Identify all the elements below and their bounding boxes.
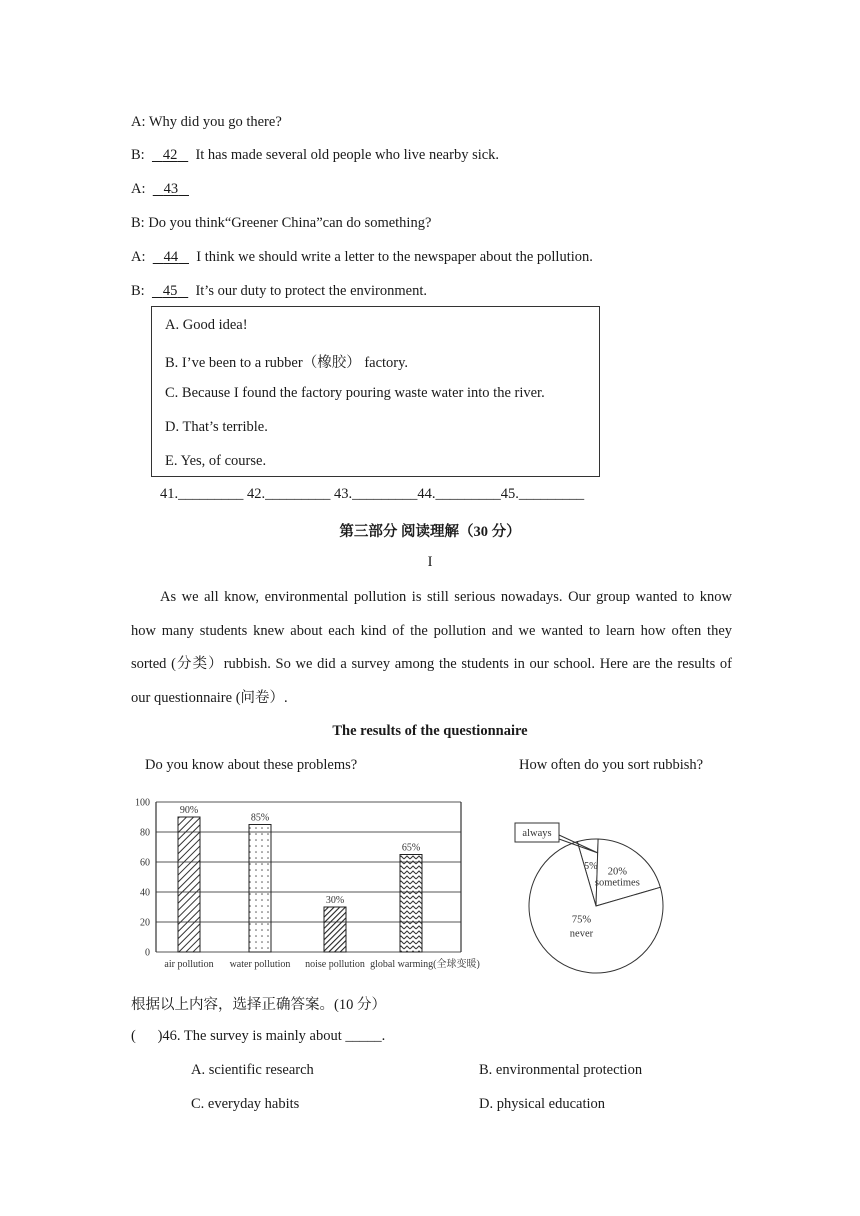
dialogue-line-6: B: 45 It’s our duty to protect the environment. bbox=[131, 283, 427, 299]
y-tick-label: 60 bbox=[140, 857, 150, 869]
x-tick-label: global warming(全球变暖) bbox=[370, 959, 480, 970]
dialogue-line-3: A: 43 bbox=[131, 181, 189, 198]
dialogue-line-5: A: 44 I think we should write a letter to the newspaper about the pollution. bbox=[131, 249, 593, 265]
bar-chart-title: Do you know about these problems? bbox=[145, 757, 358, 773]
bar-value-label: 85% bbox=[250, 812, 270, 824]
passage-number: I bbox=[427, 554, 433, 570]
dialogue-text: It has made several old people who live nearby sick. bbox=[195, 147, 500, 163]
dialogue-text: I think we should write a letter to the newspaper about the pollution. bbox=[196, 249, 593, 265]
pie-chart bbox=[510, 810, 690, 1000]
answer-row[interactable]: 41._________ 42._________ 43._________44._________45._________ bbox=[160, 486, 585, 502]
answer-paren[interactable]: ( ) bbox=[131, 1028, 163, 1044]
choice-a[interactable]: A. scientific research bbox=[191, 1062, 314, 1078]
bar bbox=[249, 825, 271, 953]
y-tick-label: 100 bbox=[135, 797, 150, 809]
x-tick-label: noise pollution bbox=[305, 959, 365, 970]
x-tick-label: air pollution bbox=[164, 959, 214, 970]
bar-chart bbox=[128, 790, 488, 980]
y-tick-label: 20 bbox=[140, 917, 150, 929]
question-stem: 46. The survey is mainly about _____. bbox=[162, 1028, 386, 1044]
option-a: A. Good idea! bbox=[165, 317, 248, 333]
pie-value-label: 5% bbox=[584, 860, 598, 872]
dialogue-text: It’s our duty to protect the environment. bbox=[195, 283, 427, 299]
pie-value-label: 20% bbox=[607, 866, 627, 878]
dialogue-line-1: A: Why did you go there? bbox=[131, 114, 282, 130]
bar bbox=[324, 907, 346, 952]
answer-blank-43[interactable]: 43 bbox=[163, 181, 179, 197]
dialogue-text: Do you think“Greener China”can do something? bbox=[148, 215, 432, 231]
option-c: C. Because I found the factory pouring waste water into the river. bbox=[165, 385, 545, 401]
dialogue-text: Why did you go there? bbox=[148, 114, 282, 130]
answer-blank-44[interactable]: 44 bbox=[163, 249, 179, 265]
pie-value-label: 75% bbox=[571, 914, 592, 926]
option-d: D. That’s terrible. bbox=[165, 419, 268, 435]
answer-blank-42[interactable]: 42 bbox=[162, 147, 178, 163]
dialogue-line-2: B: 42 It has made several old people who live nearby sick. bbox=[131, 147, 500, 163]
pie-slice-label: never bbox=[569, 928, 594, 940]
question-46 bbox=[131, 1028, 385, 1045]
option-b: B. I’ve been to a rubber（橡胶） factory. bbox=[165, 355, 409, 371]
bar bbox=[178, 817, 200, 952]
y-tick-label: 40 bbox=[140, 887, 150, 899]
instruction: 根据以上内容，选择正确答案。(10 分） bbox=[131, 997, 386, 1013]
results-title: The results of the questionnaire bbox=[332, 723, 528, 739]
answer-blank-45[interactable]: 45 bbox=[162, 283, 178, 299]
option-e: E. Yes, of course. bbox=[165, 453, 267, 469]
bar-value-label: 65% bbox=[401, 842, 421, 854]
y-tick-label: 0 bbox=[145, 947, 150, 959]
dialogue-line-4: B: Do you think“Greener China”can do something? bbox=[131, 215, 432, 231]
section-title: 第三部分 阅读理解（30 分） bbox=[339, 524, 521, 540]
pie-slice-label: always bbox=[522, 828, 552, 839]
options-box bbox=[151, 306, 600, 477]
bar bbox=[400, 855, 422, 953]
pie-chart-title: How often do you sort rubbish? bbox=[519, 757, 704, 773]
choice-c[interactable]: C. everyday habits bbox=[191, 1096, 300, 1112]
bar-value-label: 30% bbox=[325, 895, 345, 906]
y-tick-label: 80 bbox=[140, 827, 150, 839]
x-tick-label: water pollution bbox=[229, 959, 291, 970]
pie-slice-label: sometimes bbox=[594, 877, 640, 889]
choice-d[interactable]: D. physical education bbox=[479, 1096, 606, 1112]
passage-paragraph: As we all know, environmental pollution is still serious nowadays. Our group wanted to know how many students knew about each kind of the pollution and we wanted to learn how often they sorted (分类）rubbish. So we did a survey among the students in our school. Here are the results of our questionnaire (问卷）. bbox=[131, 589, 732, 707]
bar-value-label: 90% bbox=[179, 805, 199, 816]
choice-b[interactable]: B. environmental protection bbox=[479, 1062, 643, 1078]
